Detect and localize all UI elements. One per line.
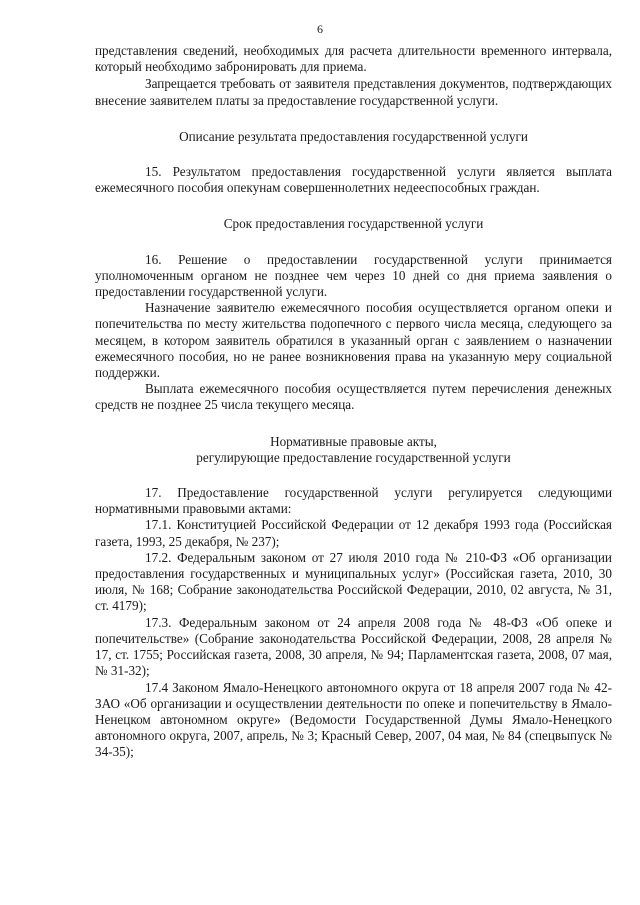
paragraph-16: 16. Решение о предоставлении государственной услуги принимается уполномоченным органом не позднее чем через 10 дней со дня приема заявления о предоставлении государственной услуги. [95, 251, 612, 300]
heading-legal-acts-line-2: регулирующие предоставление государственной услуги [196, 449, 511, 465]
paragraph-continuation: представления сведений, необходимых для расчета длительности временного интервала, который необходимо забронировать для приема. [95, 43, 612, 75]
heading-result-description: Описание результата предоставления государственной услуги [179, 128, 528, 144]
heading-service-term: Срок предоставления государственной услуги [223, 216, 484, 232]
paragraph-17-2: 17.2. Федеральным законом от 27 июля 2010 года № 210-ФЗ «Об организации предоставления государственных и муниципальных услуг» (Российская газета, 2010, 30 июля, № 168; Собрание законодательства Российской Федерации, 2010, 02 августа, № 31, ст. 4179); [95, 549, 612, 614]
document-body [95, 43, 612, 761]
paragraph-17: 17. Предоставление государственной услуги регулируется следующими нормативными правовыми актами: [95, 485, 612, 517]
heading-legal-acts-line-1: Нормативные правовые акты, [270, 433, 437, 449]
page-number: 6 [317, 22, 323, 36]
paragraph-17-4: 17.4 Законом Ямало-Ненецкого автономного округа от 18 апреля 2007 года № 42-ЗАО «Об организации и осуществлении деятельности по опеке и попечительству в Ямало-Ненецком автономном округе» (Ведомости Государственной Думы Ямало-Ненецкого автономного округа, 2007, апрель, № 3; Красный Север, 2007, 04 мая, № 84 (спецвыпуск № 34-35); [95, 679, 612, 760]
paragraph-15: 15. Результатом предоставления государственной услуги является выплата ежемесячного пособия опекунам совершеннолетних недееспособных граждан. [95, 164, 612, 196]
paragraph-17-3: 17.3. Федеральным законом от 24 апреля 2008 года № 48-ФЗ «Об опеке и попечительстве» (Собрание законодательства Российской Федерации, 2008, 28 апреля № 17, ст. 1755; Российская газета, 2008, 30 апреля, № 94; Парламентская газета, 2008, 07 мая, № 31-32); [95, 614, 612, 679]
paragraph-17-1: 17.1. Конституцией Российской Федерации от 12 декабря 1993 года (Российская газета, 1993, 25 декабря, № 237); [95, 517, 612, 549]
paragraph-16-assignment: Назначение заявителю ежемесячного пособия осуществляется органом опеки и попечительства по месту жительства подопечного с первого числа месяца, следующего за месяцем, в котором заявитель обратился в указанный орган с заявлением о назначении ежемесячного пособия, но не ранее возникновения права на указанную меру социальной поддержки. [95, 300, 612, 381]
paragraph-prohibition: Запрещается требовать от заявителя представления документов, подтверждающих внесение заявителем платы за предоставление государственной услуги. [95, 76, 612, 108]
paragraph-16-payment: Выплата ежемесячного пособия осуществляется путем перечисления денежных средств не позднее 25 числа текущего месяца. [95, 381, 612, 413]
heading-legal-acts [95, 434, 612, 466]
